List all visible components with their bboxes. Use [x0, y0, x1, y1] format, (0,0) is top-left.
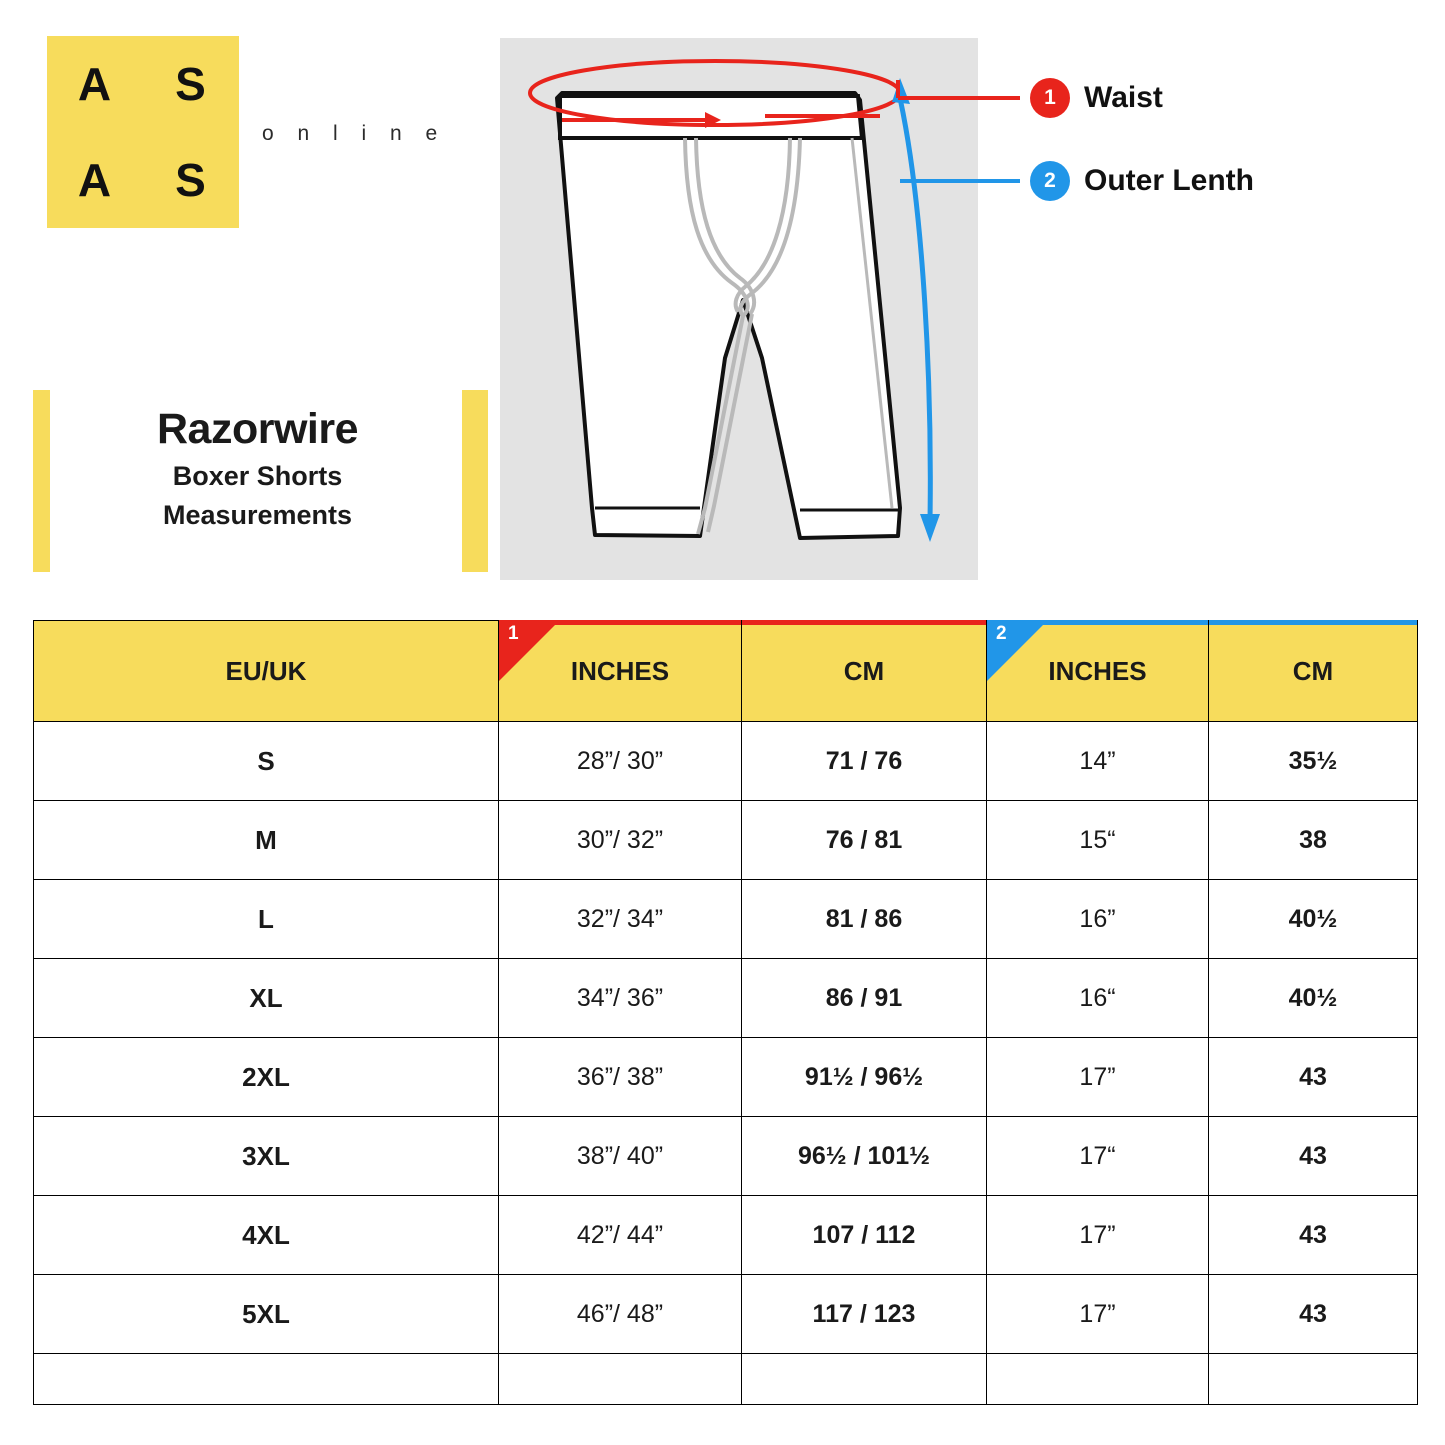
spacer-cell	[1209, 1354, 1418, 1405]
table-row	[34, 1275, 1418, 1354]
cell-length-inches: 16“	[987, 959, 1209, 1038]
page-title	[60, 405, 455, 532]
table-header-waist-inches	[499, 621, 742, 722]
table-row	[34, 1117, 1418, 1196]
callout-outer-length	[1030, 161, 1254, 201]
cell-waist-inches: 42”/ 44”	[499, 1196, 742, 1275]
cell-waist-cm: 81 / 86	[742, 880, 987, 959]
cell-waist-inches: 34”/ 36”	[499, 959, 742, 1038]
cell-size: 4XL	[34, 1196, 499, 1275]
table-row	[34, 880, 1418, 959]
cell-size: 5XL	[34, 1275, 499, 1354]
logo-letter-4: S	[175, 154, 207, 206]
cell-length-cm: 43	[1209, 1117, 1418, 1196]
cell-waist-cm: 71 / 76	[742, 722, 987, 801]
product-subtitle: Measurements	[162, 500, 353, 531]
brand-logo-letters	[47, 36, 239, 228]
cell-length-cm: 40½	[1209, 880, 1418, 959]
table-row	[34, 1196, 1418, 1275]
cell-length-inches: 17”	[987, 1196, 1209, 1275]
cell-length-inches: 17”	[987, 1038, 1209, 1117]
title-accent-bar-left	[33, 390, 50, 572]
title-accent-bar-right	[462, 390, 488, 572]
table-header-waist-cm-label: CM	[843, 655, 885, 686]
cell-length-inches: 15“	[987, 801, 1209, 880]
table-header-length-cm	[1209, 621, 1418, 722]
marker-number-waist: 1	[508, 623, 519, 644]
callout-waist	[1030, 78, 1163, 118]
table-header-waist-inches-label: INCHES	[570, 655, 670, 686]
cell-size: S	[34, 722, 499, 801]
table-header-euuk-label: EU/UK	[225, 655, 307, 686]
table-row	[34, 801, 1418, 880]
spacer-cell	[499, 1354, 742, 1405]
cell-waist-cm: 76 / 81	[742, 801, 987, 880]
size-table	[33, 620, 1418, 1405]
table-body	[34, 722, 1418, 1405]
callout-outer-length-number: 2	[1030, 161, 1070, 201]
logo-letter-2: S	[175, 58, 207, 110]
cell-size: M	[34, 801, 499, 880]
table-row	[34, 722, 1418, 801]
cell-length-inches: 17”	[987, 1275, 1209, 1354]
cell-length-cm: 43	[1209, 1038, 1418, 1117]
product-type: Boxer Shorts	[172, 461, 343, 492]
cell-waist-inches: 46”/ 48”	[499, 1275, 742, 1354]
cell-size: 2XL	[34, 1038, 499, 1117]
spacer-cell	[987, 1354, 1209, 1405]
table-header-length-inches-label: INCHES	[1048, 655, 1147, 686]
header-section	[0, 0, 1445, 608]
brand-logo-subtext: o n l i n e	[262, 122, 447, 145]
marker-number-length: 2	[996, 623, 1007, 644]
cell-waist-inches: 30”/ 32”	[499, 801, 742, 880]
cell-waist-inches: 32”/ 34”	[499, 880, 742, 959]
cell-length-cm: 35½	[1209, 722, 1418, 801]
cell-length-cm: 43	[1209, 1275, 1418, 1354]
cell-waist-cm: 96½ / 101½	[742, 1117, 987, 1196]
table-row	[34, 959, 1418, 1038]
spacer-cell	[34, 1354, 499, 1405]
table-header-row	[34, 621, 1418, 722]
cell-waist-cm: 91½ / 96½	[742, 1038, 987, 1117]
callout-waist-label: Waist	[1084, 81, 1163, 114]
table-header-waist-cm	[742, 621, 987, 722]
cell-size: XL	[34, 959, 499, 1038]
cell-length-cm: 43	[1209, 1196, 1418, 1275]
cell-length-inches: 14”	[987, 722, 1209, 801]
callout-outer-length-label: Outer Lenth	[1084, 164, 1254, 197]
cell-length-cm: 40½	[1209, 959, 1418, 1038]
cell-length-inches: 17“	[987, 1117, 1209, 1196]
table-row	[34, 1038, 1418, 1117]
logo-letter-1: A	[77, 58, 113, 110]
cell-waist-cm: 117 / 123	[742, 1275, 987, 1354]
cell-waist-cm: 107 / 112	[742, 1196, 987, 1275]
table-header-euuk	[34, 621, 499, 722]
size-chart	[33, 620, 1417, 1405]
logo-letter-3: A	[77, 154, 113, 206]
cell-length-inches: 16”	[987, 880, 1209, 959]
table-header-length-inches	[987, 621, 1209, 722]
cell-size: L	[34, 880, 499, 959]
cell-length-cm: 38	[1209, 801, 1418, 880]
cell-waist-inches: 28”/ 30”	[499, 722, 742, 801]
spacer-cell	[742, 1354, 987, 1405]
cell-size: 3XL	[34, 1117, 499, 1196]
table-header-length-cm-label: CM	[1292, 655, 1334, 686]
cell-waist-inches: 38”/ 40”	[499, 1117, 742, 1196]
callout-waist-number: 1	[1030, 78, 1070, 118]
cell-waist-inches: 36”/ 38”	[499, 1038, 742, 1117]
cell-waist-cm: 86 / 91	[742, 959, 987, 1038]
product-name: Razorwire	[156, 405, 358, 453]
table-footer-spacer	[34, 1354, 1418, 1405]
